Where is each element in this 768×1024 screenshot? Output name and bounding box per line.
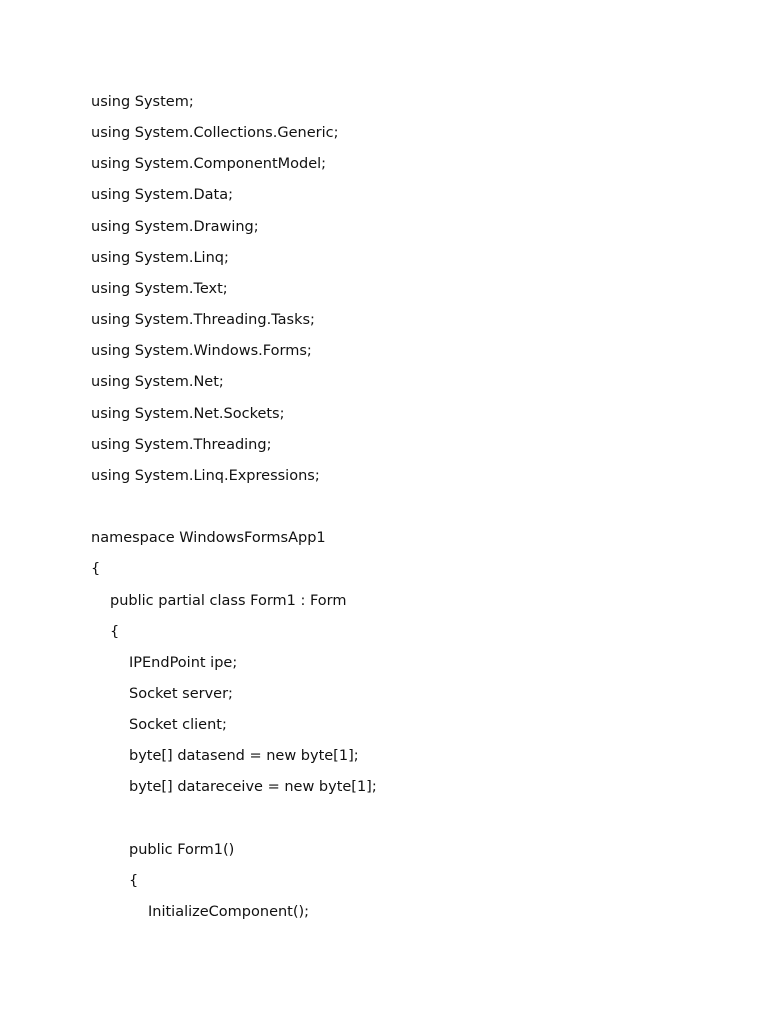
code-line-field-server: Socket server; (129, 685, 233, 702)
code-line-constructor: public Form1() (129, 841, 235, 858)
code-line-blank (91, 807, 731, 838)
code-line-using-windows-forms: using System.Windows.Forms; (91, 343, 312, 360)
code-line-using-componentmodel: using System.ComponentModel; (91, 156, 327, 173)
code-line-field-client: Socket client; (129, 717, 227, 734)
code-line-field-datareceive: byte[] datareceive = new byte[1]; (129, 779, 377, 796)
code-line-class-open-brace: { (110, 623, 120, 640)
code-line-class-declaration: public partial class Form1 : Form (110, 592, 347, 609)
code-line-using-threading-tasks: using System.Threading.Tasks; (91, 312, 315, 329)
code-line-using-system: using System; (91, 94, 194, 110)
code-line-using-data: using System.Data; (91, 187, 233, 204)
code-line-constructor-open-brace: { (129, 872, 139, 889)
code-line-using-collections-generic: using System.Collections.Generic; (91, 125, 339, 142)
code-line-blank (91, 495, 731, 526)
code-listing (91, 90, 731, 931)
code-line-namespace-open-brace: { (91, 561, 101, 578)
code-line-initialize-component: InitializeComponent(); (148, 904, 310, 921)
code-line-namespace: namespace WindowsFormsApp1 (91, 530, 326, 547)
code-line-using-net: using System.Net; (91, 374, 224, 391)
code-line-using-text: using System.Text; (91, 280, 228, 297)
code-line-using-linq: using System.Linq; (91, 249, 229, 266)
code-line-using-linq-expressions: using System.Linq.Expressions; (91, 467, 320, 484)
code-line-field-ipe: IPEndPoint ipe; (129, 654, 238, 671)
code-line-field-datasend: byte[] datasend = new byte[1]; (129, 748, 359, 765)
code-line-using-drawing: using System.Drawing; (91, 218, 259, 235)
code-line-using-threading: using System.Threading; (91, 436, 272, 453)
code-line-using-net-sockets: using System.Net.Sockets; (91, 405, 285, 422)
